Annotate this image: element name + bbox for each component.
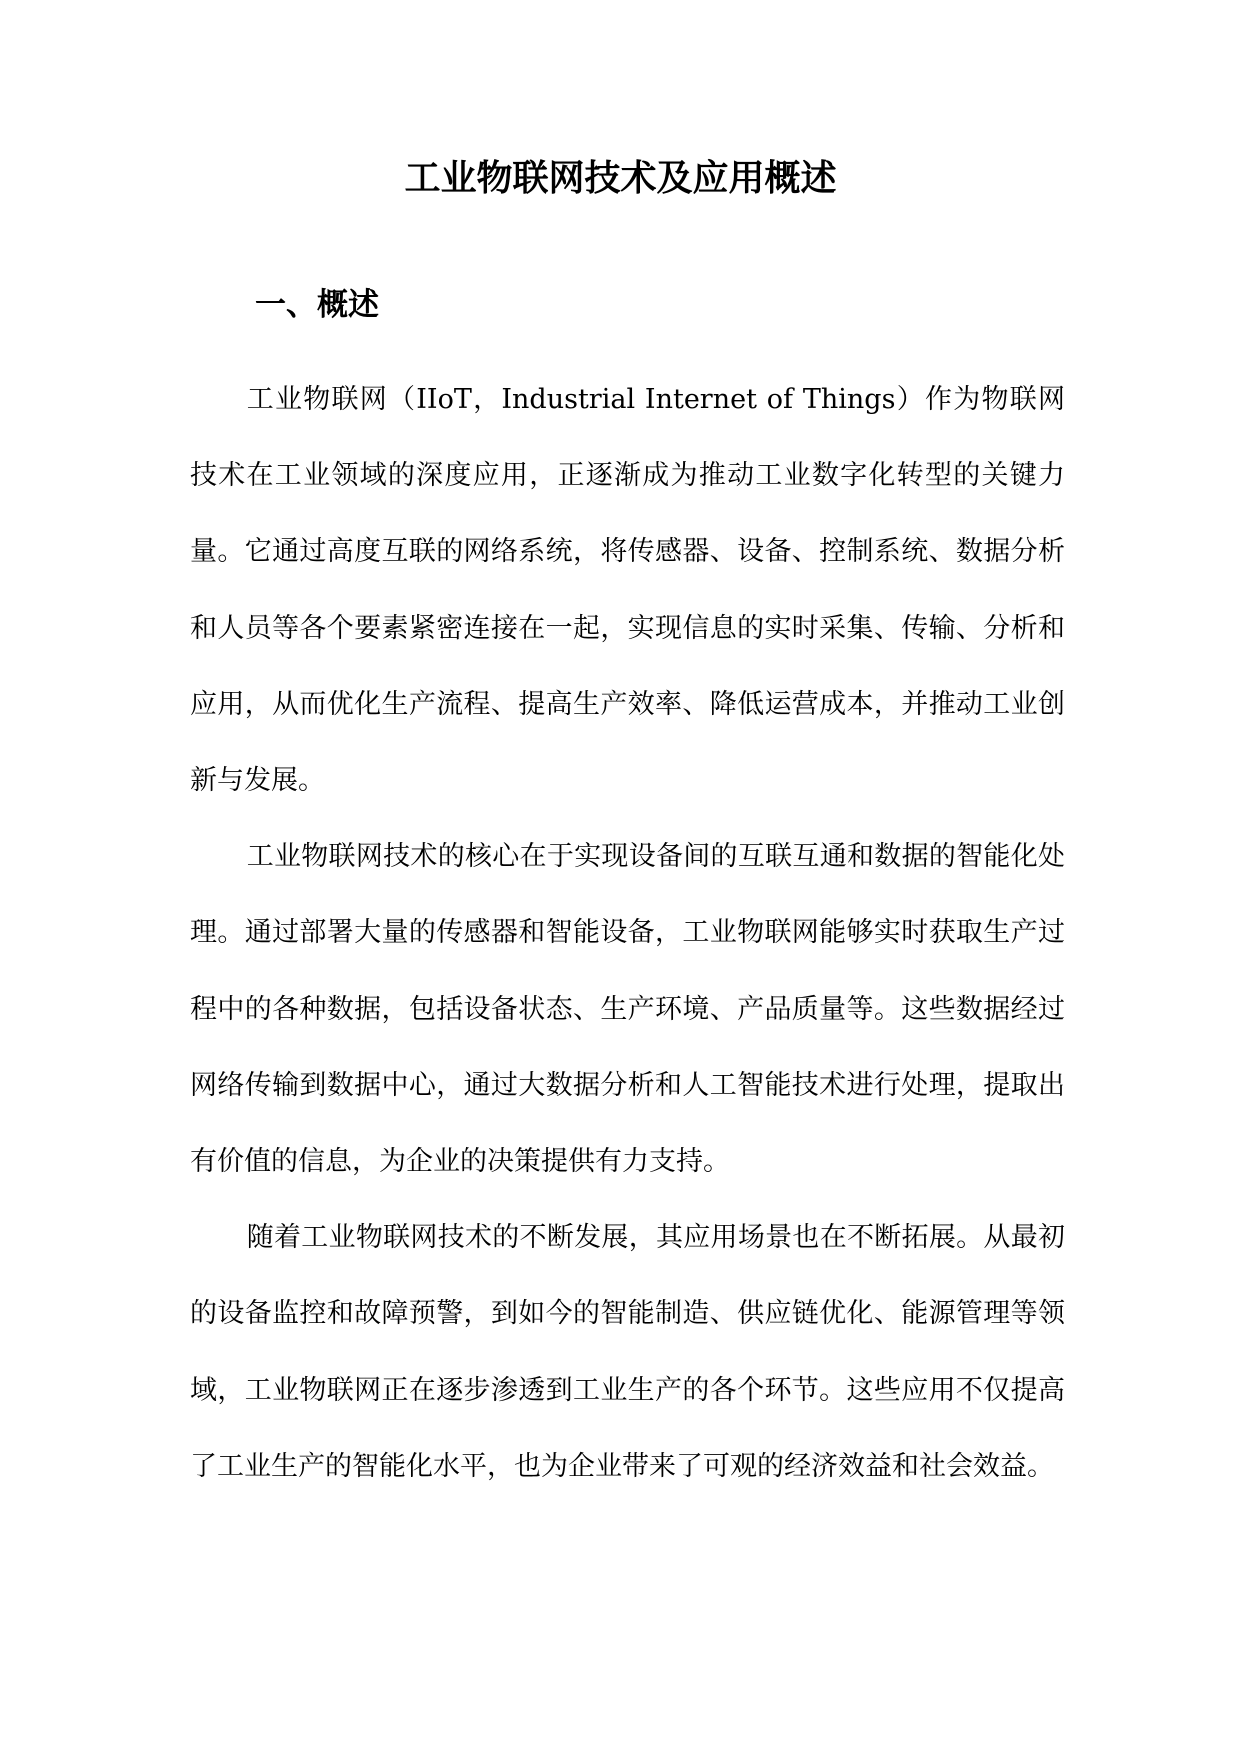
section-heading: 一、概述 [255, 287, 379, 323]
document-title: 工业物联网技术及应用概述 [404, 157, 837, 199]
paragraph-3: 随着工业物联网技术的不断发展，其应用场景也在不断拓展。从最初的设备监控和故障预警，到如今的智能制造、供应链优化、能源管理等领域，工业物联网正在逐步渗透到工业生产的各个环节。这些应用不仅提高了工业生产的智能化水平，也为企业带来了可观的经济效益和社会效益。 [190, 1222, 1065, 1482]
paragraph-2: 工业物联网技术的核心在于实现设备间的互联互通和数据的智能化处理。通过部署大量的传感器和智能设备，工业物联网能够实时获取生产过程中的各种数据，包括设备状态、生产环境、产品质量等。这些数据经过网络传输到数据中心，通过大数据分析和人工智能技术进行处理，提取出有价值的信息，为企业的决策提供有力支持。 [190, 841, 1065, 1178]
paragraph-1: 工业物联网（IIoT，Industrial Internet of Things）作为物联网技术在工业领域的深度应用，正逐渐成为推动工业数字化转型的关键力量。它通过高度互联的网络系统，将传感器、设备、控制系统、数据分析和人员等各个要素紧密连接在一起，实现信息的实时采集、传输、分析和应用，从而优化生产流程、提高生产效率、降低运营成本，并推动工业创新与发展。 [190, 384, 1065, 797]
document-body [190, 362, 1065, 1505]
